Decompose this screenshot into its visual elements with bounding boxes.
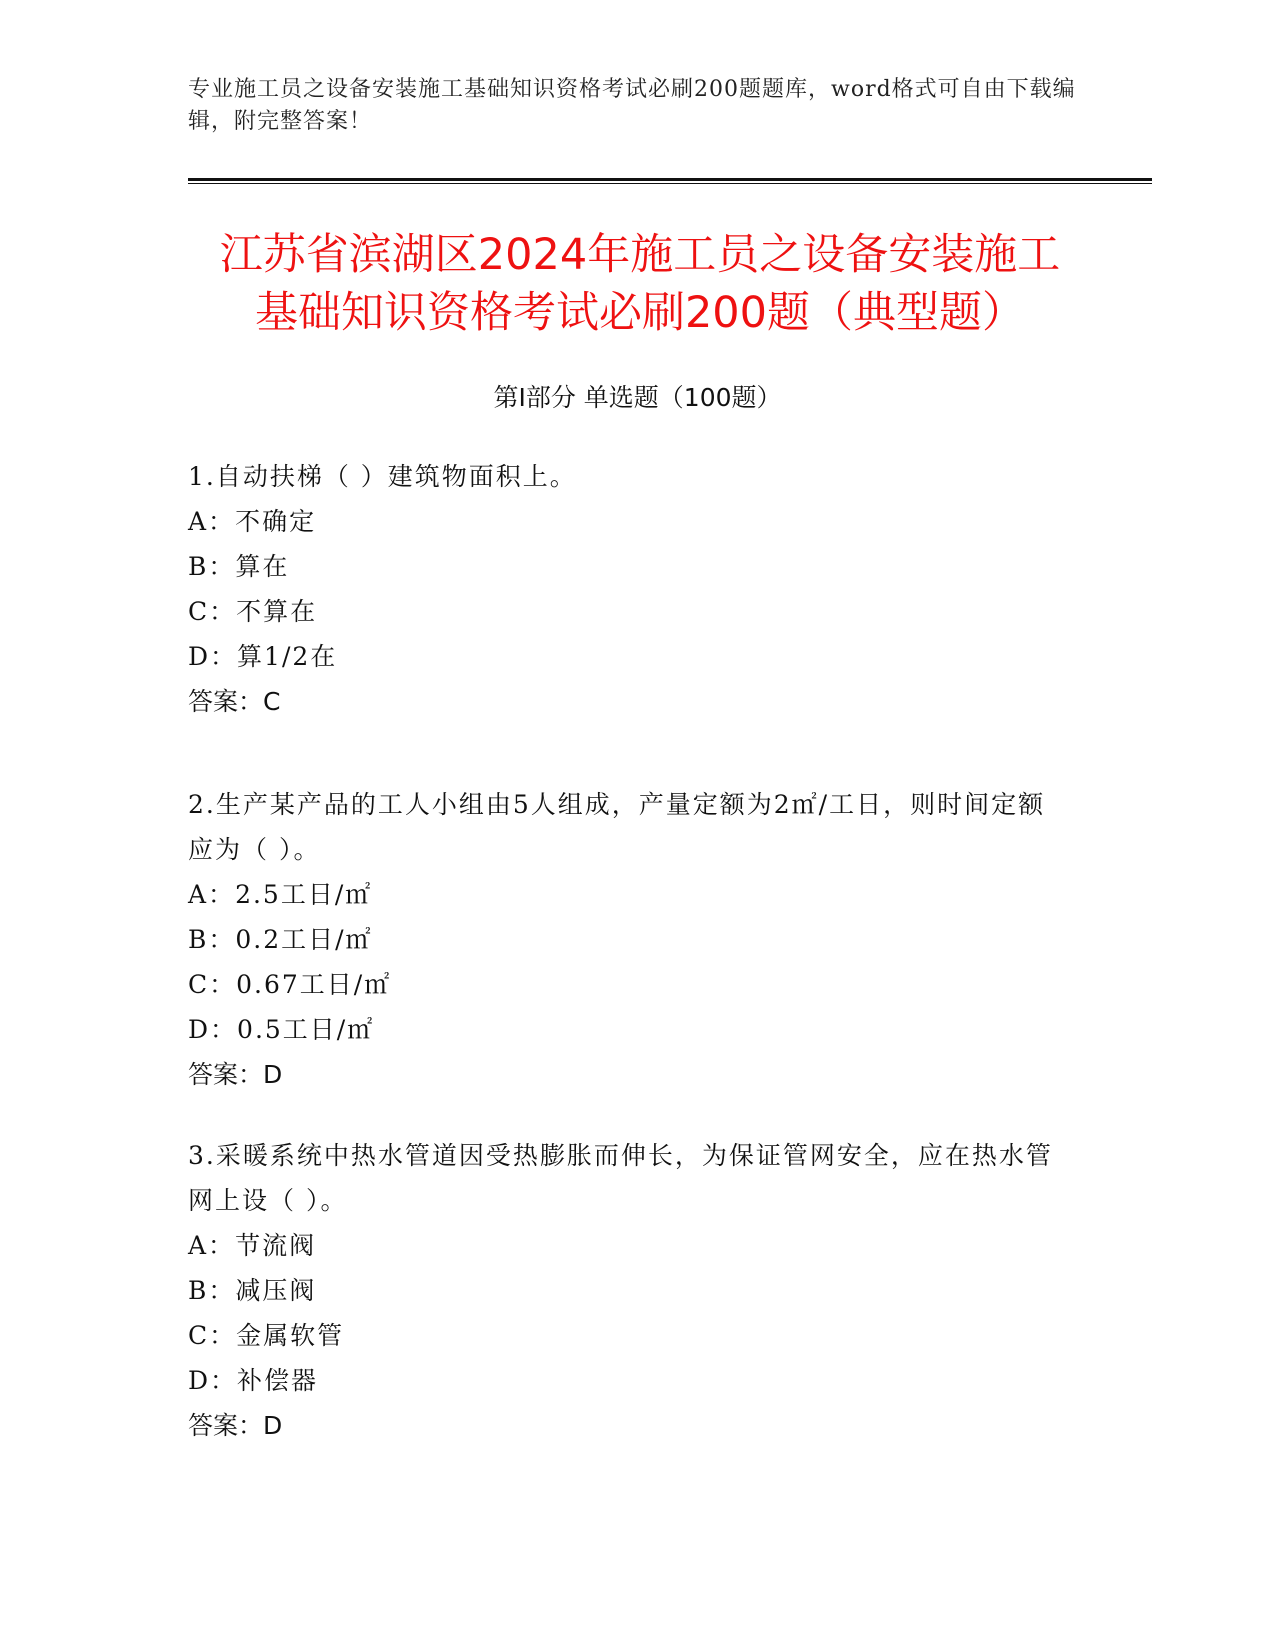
option-text: 算在 [235,552,290,581]
option-d [188,1007,1068,1052]
option-c [188,1313,1068,1358]
option-text: 补偿器 [237,1366,319,1395]
option-text: 算1/2在 [237,642,338,671]
option-text: 不确定 [235,507,317,536]
option-key: B： [188,925,236,954]
option-text: 减压阀 [235,1276,317,1305]
document-title-line-1: 江苏省滨湖区2024年施工员之设备安装施工 [219,230,1061,280]
section-heading: 第Ⅰ部分 单选题（100题） [493,383,782,412]
question-stem: 3.采暖系统中热水管道因受热膨胀而伸长，为保证管网安全，应在热水管网上设（ ）。 [188,1141,1053,1215]
option-text: 不算在 [236,597,318,626]
option-key: B： [188,1276,236,1305]
option-a [188,1223,1068,1268]
option-d [188,634,1068,679]
option-key: C： [188,970,237,999]
question-stem: 1.自动扶梯（ ）建筑物面积上。 [188,462,577,491]
option-text: 0.5工日/㎡ [237,1015,375,1044]
option-key: C： [188,1321,237,1350]
option-d [188,1358,1068,1403]
option-b [188,1268,1068,1313]
option-text: 2.5工日/㎡ [235,880,373,909]
option-text: 金属软管 [236,1321,345,1350]
question-3 [188,1133,1068,1448]
option-c [188,589,1068,634]
document-title-line-2: 基础知识资格考试必刷200题（典型题） [254,288,1026,338]
answer-line: 答案：C [188,687,281,716]
option-text: 0.67工日/㎡ [236,970,392,999]
question-2 [188,782,1068,1097]
option-b [188,544,1068,589]
option-a [188,499,1068,544]
option-key: A： [188,1231,236,1260]
option-c [188,962,1068,1007]
header-divider-thick [188,178,1152,181]
option-text: 0.2工日/㎡ [235,925,373,954]
header-divider-thin [188,183,1152,184]
document-title [170,226,1110,342]
question-1 [188,454,1068,724]
header-note: 专业施工员之设备安装施工基础知识资格考试必刷200题题库，word格式可自由下载编辑，附完整答案！ [188,77,1076,134]
option-key: D： [188,1366,238,1395]
option-a [188,872,1068,917]
option-key: A： [188,880,236,909]
answer-line: 答案：D [188,1060,283,1089]
option-text: 节流阀 [235,1231,317,1260]
option-key: D： [188,1015,238,1044]
question-stem: 2.生产某产品的工人小组由5人组成，产量定额为2㎡/工日，则时间定额应为（ ）。 [188,790,1046,864]
option-b [188,917,1068,962]
option-key: A： [188,507,236,536]
option-key: B： [188,552,236,581]
option-key: C： [188,597,237,626]
answer-line: 答案：D [188,1411,283,1440]
option-key: D： [188,642,238,671]
